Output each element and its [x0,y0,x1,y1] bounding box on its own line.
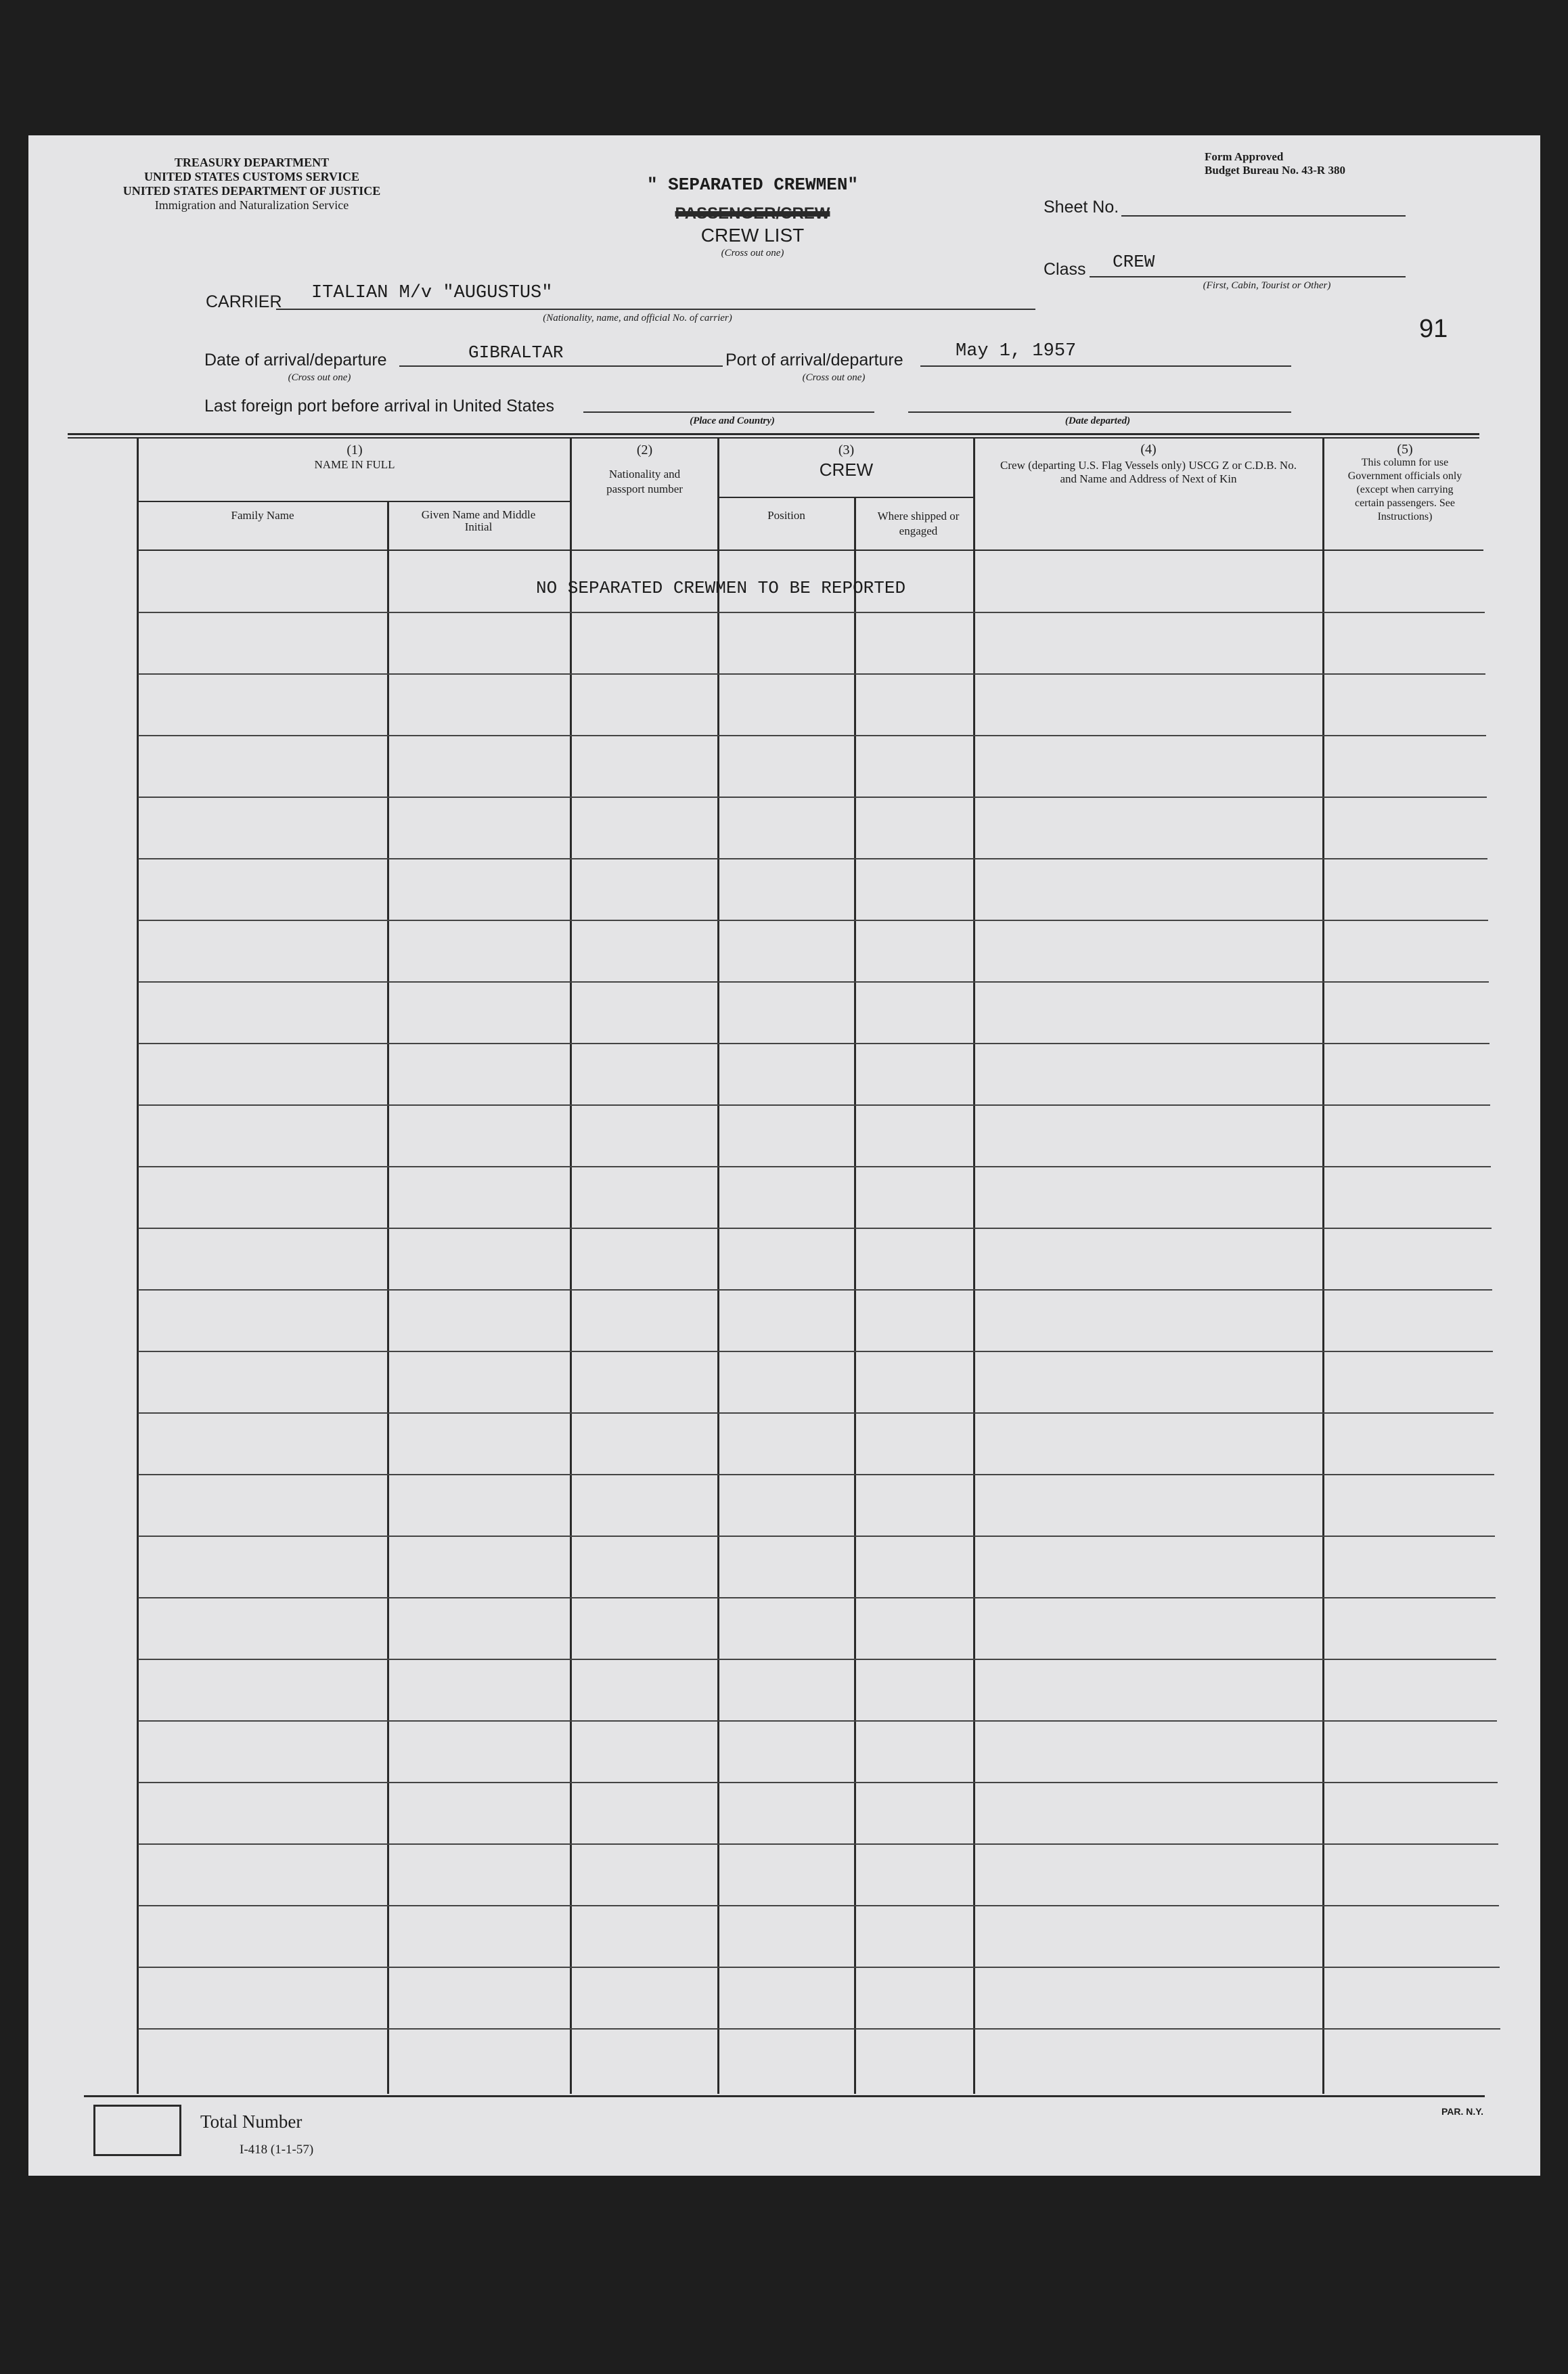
place-note: (Place and Country) [690,416,775,426]
class-value: CREW [1113,252,1155,272]
table-row[interactable] [138,797,1487,798]
port-value: May 1, 1957 [956,341,1077,361]
col4-number: (4) [1140,442,1157,457]
col1-family-header: Family Name [231,509,294,522]
col-divider-left [137,439,139,2094]
col2-title: Nationality and passport number [606,468,683,495]
table-row[interactable] [138,735,1486,736]
col3-where-header: Where shipped or engaged [877,510,960,537]
form-approved-label: Form Approved [1205,150,1284,163]
crew-table [28,135,1540,2176]
col5-header [1325,443,1485,524]
table-row[interactable] [138,1659,1496,1660]
col-divider-name-nationality [570,439,572,2094]
port-note: (Cross out one) [802,372,866,383]
table-row[interactable] [138,1228,1492,1229]
printer-mark: PAR. N.Y. [1441,2106,1483,2117]
table-row[interactable] [138,1289,1492,1291]
table-bottom-rule [84,2095,1485,2097]
table-row[interactable] [138,1104,1490,1106]
agency-line-1: TREASURY DEPARTMENT [174,156,330,169]
crew-subheader-rule [719,497,975,498]
carrier-note: (Nationality, name, and official No. of carrier) [543,313,732,323]
col3-title: CREW [819,460,874,480]
col-divider-position-where [854,498,856,2094]
table-row[interactable] [138,1474,1494,1475]
col1-given-header: Given Name and Middle Initial [421,508,536,533]
col1-header [138,443,571,472]
last-port-label: Last foreign port before arrival in United States [204,397,554,416]
table-row[interactable] [138,920,1488,921]
table-row[interactable] [138,1782,1498,1783]
arrival-date-value: GIBRALTAR [468,342,564,363]
table-row[interactable] [138,858,1487,859]
table-row[interactable] [138,1536,1495,1537]
port-label: Port of arrival/departure [725,351,903,369]
struck-heading: PASSENGER/CREW [675,204,830,223]
no-crewmen-note: NO SEPARATED CREWMEN TO BE REPORTED [536,578,906,598]
table-row[interactable] [138,1597,1496,1598]
table-row[interactable] [138,1166,1491,1167]
total-number-box[interactable] [93,2105,181,2156]
budget-bureau-number: Budget Bureau No. 43-R 380 [1205,164,1345,177]
table-row[interactable] [138,1412,1494,1414]
col2-number: (2) [636,443,653,457]
col4-header [976,443,1321,486]
table-row[interactable] [138,2028,1500,2030]
table-row[interactable] [138,1843,1498,1845]
col-divider-nationality-crew [717,439,719,2094]
col-divider-kin-govt [1322,439,1324,2094]
arrival-date-label: Date of arrival/departure [204,351,387,369]
form-title: CREW LIST [700,225,805,246]
typed-heading: " SEPARATED CREWMEN" [646,175,859,195]
col3-position-header: Position [767,509,805,522]
carrier-value: ITALIAN M/v "AUGUSTUS" [311,283,553,303]
table-row[interactable] [138,1967,1500,1968]
col5-title: This column for use Government officials only (except when carrying certain passengers. See Instructions) [1347,457,1462,522]
arrival-date-note: (Cross out one) [288,372,351,383]
col5-number: (5) [1397,442,1413,457]
col1-number: (1) [346,443,363,457]
header-bottom-rule [138,550,1483,551]
table-row[interactable] [138,1351,1493,1352]
table-row[interactable] [138,612,1485,613]
col4-title: Crew (departing U.S. Flag Vessels only) USCG Z or C.D.B. No. and Name and Address of Next of Kin [1000,459,1297,485]
class-note: (First, Cabin, Tourist or Other) [1203,280,1331,291]
title-cross-out-note: (Cross out one) [721,248,784,259]
table-row[interactable] [138,1043,1489,1044]
col3-number: (3) [838,443,855,457]
agency-line-2: UNITED STATES CUSTOMS SERVICE [144,170,359,183]
table-row[interactable] [138,1905,1499,1906]
class-label: Class [1044,260,1086,279]
col3-header [719,443,973,480]
agency-line-4: Immigration and Naturalization Service [154,198,349,212]
carrier-label: CARRIER [206,292,282,311]
sheet-label: Sheet No. [1044,198,1119,217]
table-row[interactable] [138,1720,1497,1722]
total-number-label: Total Number [200,2111,303,2132]
table-row[interactable] [138,673,1485,675]
col-divider-crew-kin [973,439,975,2094]
agency-line-3: UNITED STATES DEPARTMENT OF JUSTICE [122,184,381,198]
col-divider-family-given [387,502,389,2094]
form-number: I-418 (1-1-57) [240,2143,314,2157]
name-subheader-rule [138,501,571,502]
table-row[interactable] [138,981,1489,983]
col1-title: NAME IN FULL [314,458,395,471]
col2-header [572,443,717,497]
date-departed-note: (Date departed) [1065,416,1131,426]
crew-list-form [28,135,1540,2176]
page-number: 91 [1419,315,1448,343]
